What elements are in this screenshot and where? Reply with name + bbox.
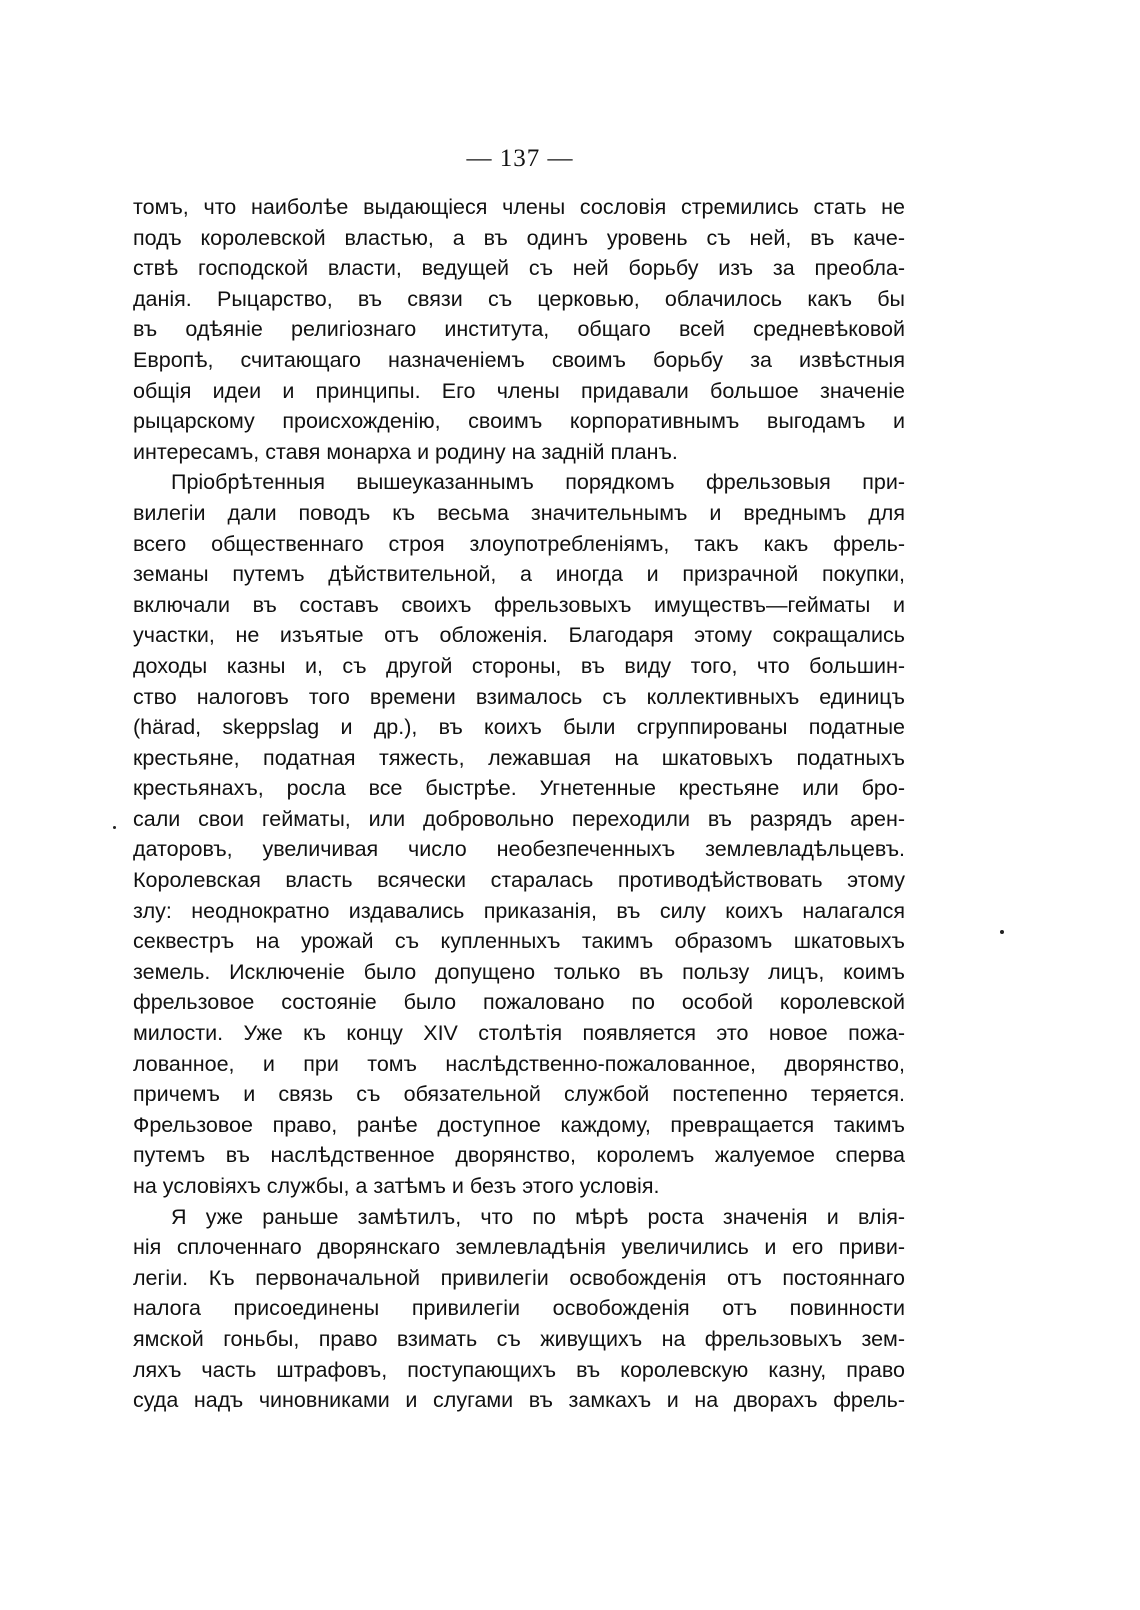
text-line: данія. Рыцарство, въ связи съ церковью, облачилось какъ бы — [133, 286, 905, 311]
text-line: доходы казны и, съ другой стороны, въ виду того, что большин- — [133, 653, 905, 678]
text-line: злу: неоднократно издавались приказанія, въ силу коихъ налагался — [133, 898, 905, 923]
text-line: суда надъ чиновниками и слугами въ замкахъ и на дворахъ фрель- — [133, 1388, 905, 1413]
text-line: нія сплоченнаго дворянскаго землевладѣнія увеличились и его приви- — [133, 1235, 905, 1260]
text-line: сали свои гейматы, или добровольно переходили въ разрядъ арен- — [133, 806, 905, 831]
text-line: участки, не изъятые отъ обложенія. Благодаря этому сокращались — [133, 623, 905, 648]
text-line: фрельзовое состояніе было пожаловано по особой королевской — [133, 990, 905, 1015]
text-line: путемъ въ наслѣдственное дворянство, королемъ жалуемое сперва — [133, 1143, 905, 1168]
page-number: — 137 — — [466, 145, 574, 172]
text-line: ствѣ господской власти, ведущей съ ней борьбу изъ за преобла- — [133, 256, 905, 281]
text-line: въ одѣяніе религіознаго института, общаго всей средневѣковой — [133, 317, 905, 342]
text-line: Европѣ, считающаго назначеніемъ своимъ борьбу за извѣстныя — [133, 347, 905, 372]
text-line: подъ королевской властью, а въ одинъ уровень съ ней, въ каче- — [133, 225, 905, 250]
text-line: вилегіи дали поводъ къ весьма значительнымъ и вреднымъ для — [133, 500, 905, 525]
text-line: крестьянахъ, росла все быстрѣе. Угнетенные крестьяне или бро- — [133, 776, 905, 801]
text-line: ляхъ часть штрафовъ, поступающихъ въ королевскую казну, право — [133, 1357, 905, 1382]
text-line: секвестръ на урожай съ купленныхъ такимъ образомъ шкатовыхъ — [133, 929, 905, 954]
text-line: Королевская власть всячески старалась противодѣйствовать этому — [133, 868, 905, 893]
print-speck — [113, 826, 116, 829]
text-line: всего общественнаго строя злоупотребленіямъ, такъ какъ фрель- — [133, 531, 905, 556]
text-line: налога присоединены привилегіи освобожденія отъ повинности — [133, 1296, 905, 1321]
text-line: лованное, и при томъ наслѣдственно-пожалованное, дворянство, — [133, 1051, 905, 1076]
text-line: причемъ и связь съ обязательной службой постепенно теряется. — [133, 1082, 905, 1107]
text-line: земаны путемъ дѣйствительной, а иногда и призрачной покупки, — [133, 562, 905, 587]
text-line: включали въ составъ своихъ фрельзовыхъ имуществъ—гейматы и — [133, 592, 905, 617]
text-line: (härad, skeppslag и др.), въ коихъ были сгруппированы податные — [133, 715, 905, 740]
text-line: крестьяне, податная тяжесть, лежавшая на шкатовыхъ податныхъ — [133, 745, 905, 770]
text-line: томъ, что наиболѣе выдающіеся члены сословія стремились стать не — [133, 195, 905, 219]
text-line: милости. Уже къ концу XIV столѣтія появляется это новое пожа- — [133, 1021, 905, 1046]
text-line: Фрельзовое право, ранѣе доступное каждому, превращается такимъ — [133, 1112, 905, 1137]
text-line: на условіяхъ службы, а затѣмъ и безъ этого условія. — [133, 1174, 660, 1198]
text-line: ство налоговъ того времени взималось съ коллективныхъ единицъ — [133, 684, 905, 709]
text-line: интересамъ, ставя монарха и родину на задній планъ. — [133, 439, 678, 464]
text-line: ямской гоньбы, право взимать съ живущихъ на фрельзовыхъ зем- — [133, 1326, 905, 1351]
text-line: рыцарскому происхожденію, своимъ корпоративнымъ выгодамъ и — [133, 409, 905, 434]
text-line: Пріобрѣтенныя вышеуказаннымъ порядкомъ фрельзовыя при- — [171, 470, 905, 495]
text-line: даторовъ, увеличивая число необезпеченныхъ землевладѣльцевъ. — [133, 837, 905, 862]
print-speck — [1000, 930, 1004, 934]
body-text — [133, 192, 905, 1416]
text-line: легіи. Къ первоначальной привилегіи освобожденія отъ постояннаго — [133, 1265, 905, 1290]
text-line: Я уже раньше замѣтилъ, что по мѣрѣ роста значенія и влія- — [171, 1204, 905, 1229]
text-line: общія идеи и принципы. Его члены придавали большое значеніе — [133, 378, 905, 403]
text-line: земель. Исключеніе было допущено только въ пользу лицъ, коимъ — [133, 959, 905, 984]
